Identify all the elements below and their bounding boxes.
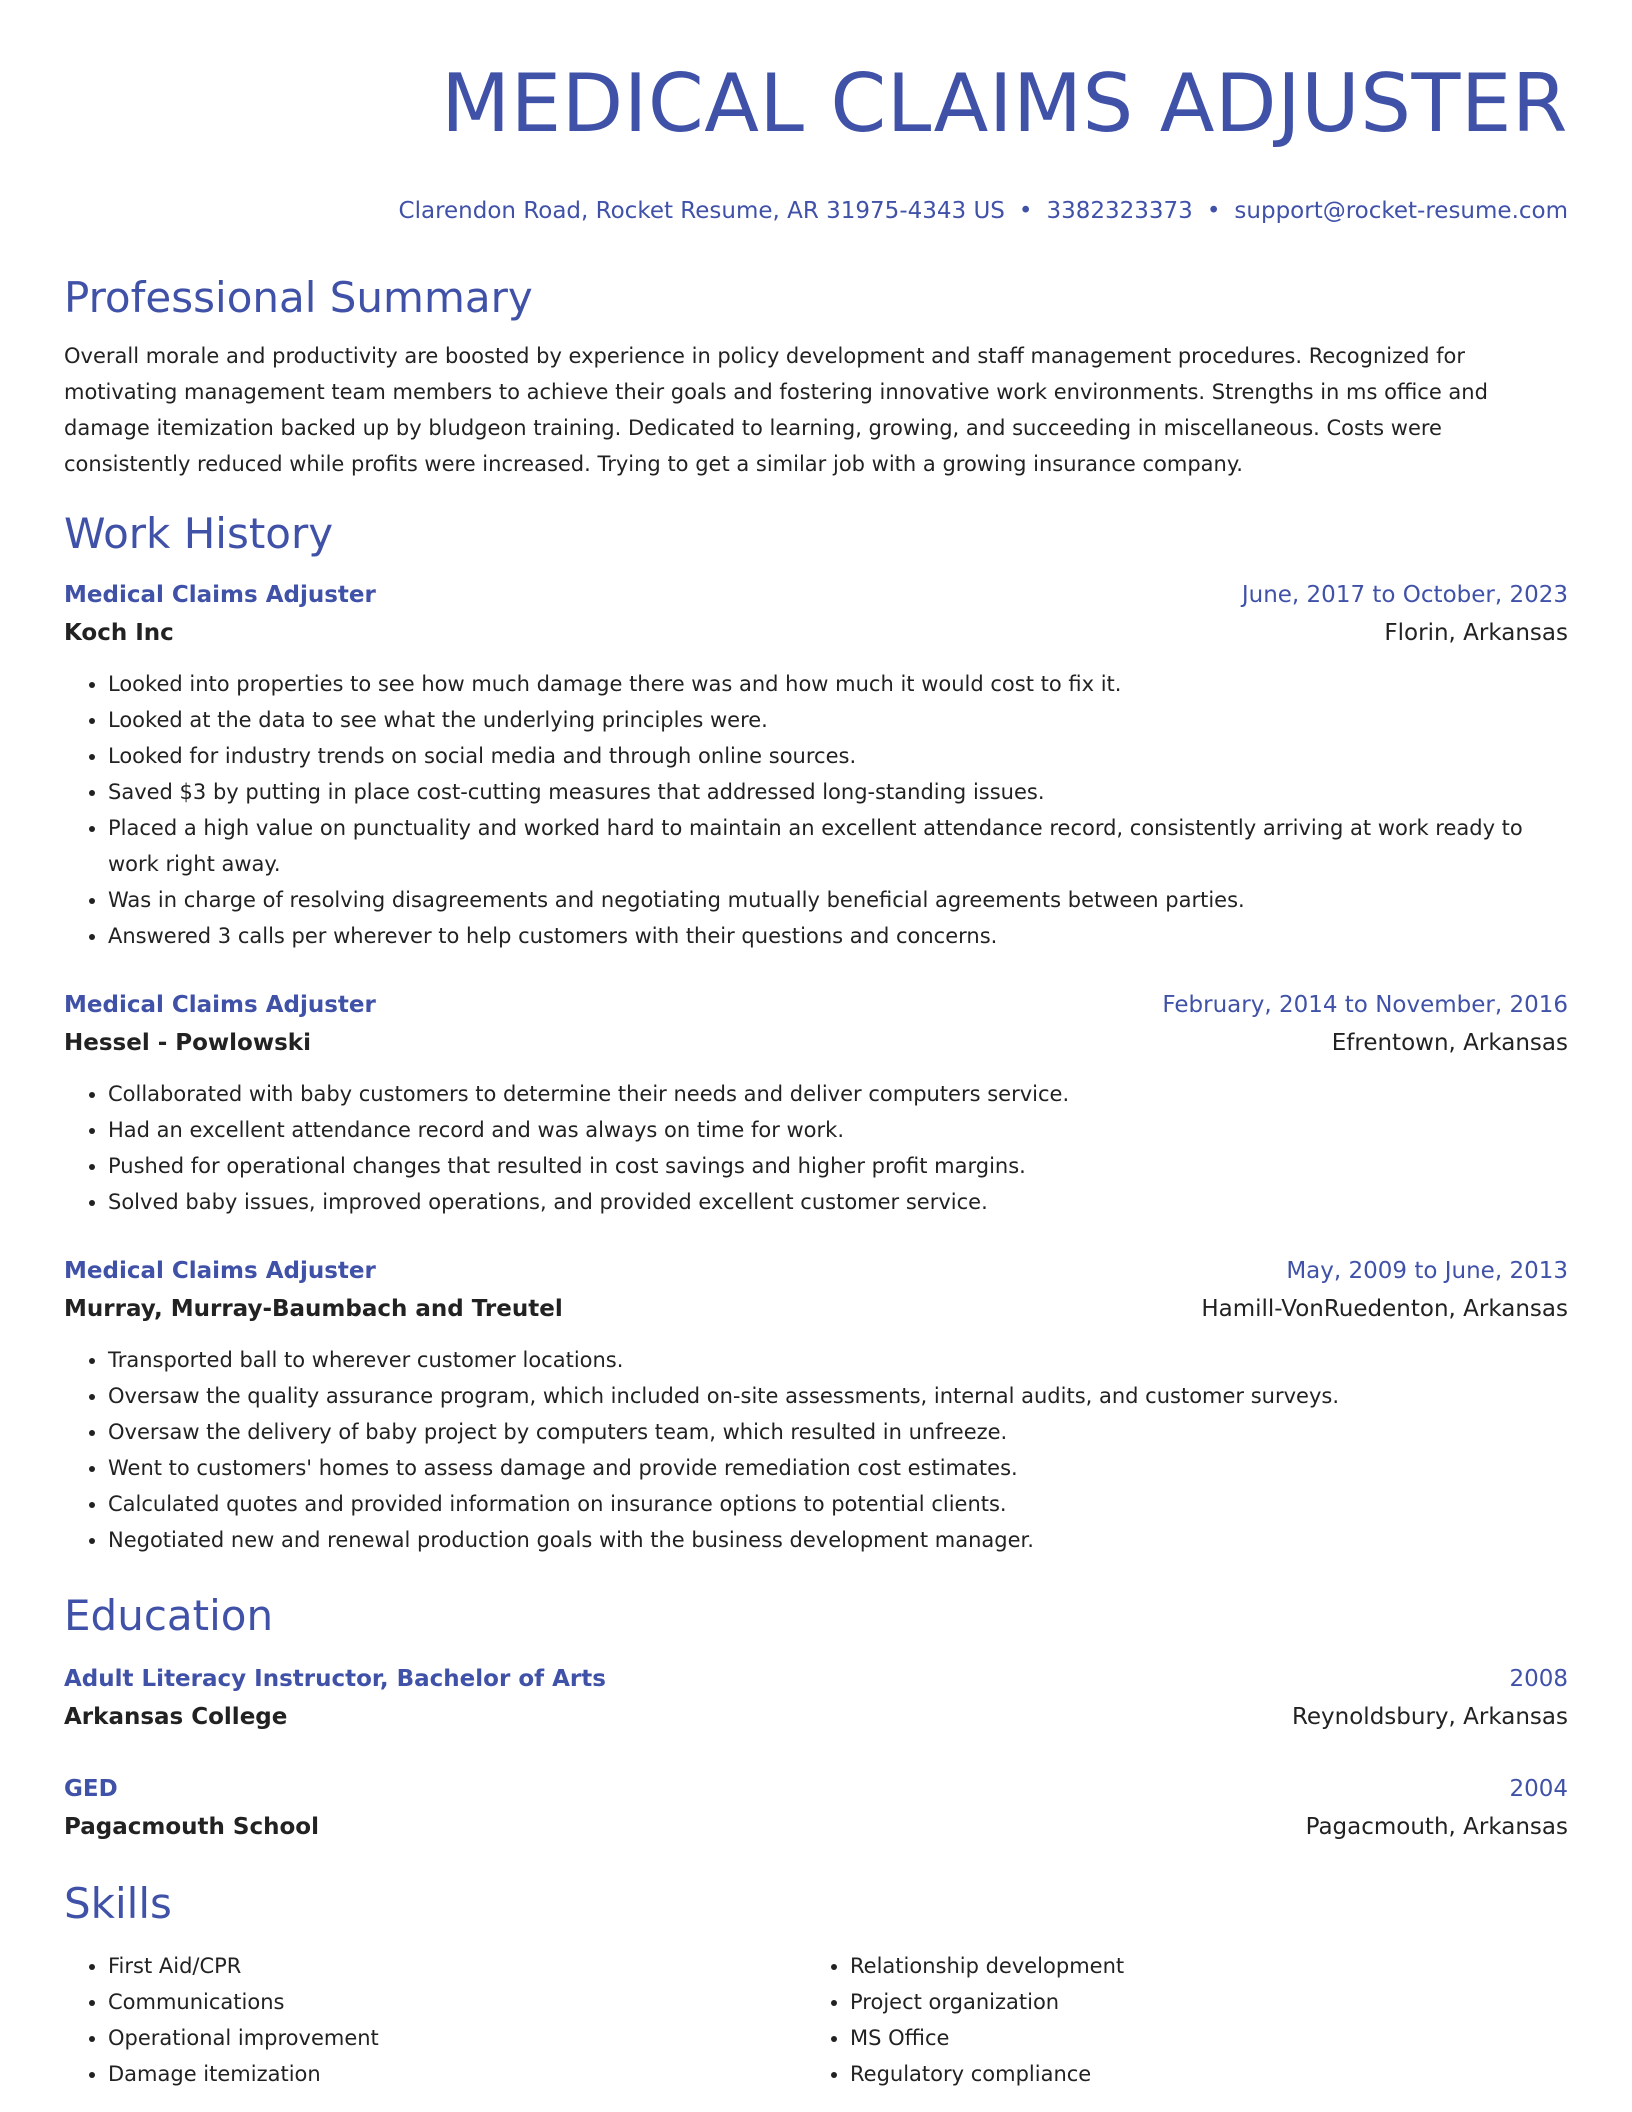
job-title: Medical Claims Adjuster <box>64 582 376 608</box>
job-entry <box>64 1252 1568 1558</box>
separator-dot: • <box>1018 198 1033 224</box>
section-heading-education: Education <box>64 1591 274 1640</box>
bullet-item: • Looked for industry trends on social media and through online sources. <box>108 738 1568 774</box>
skills-list <box>64 1948 1568 2092</box>
resume-page <box>64 0 1568 2092</box>
resume-title: MEDICAL CLAIMS ADJUSTER <box>441 57 1568 150</box>
bullet-item: • Looked at the data to see what the underlying principles were. <box>108 702 1568 738</box>
bullet-item: • Solved baby issues, improved operations, and provided excellent customer service. <box>108 1184 1568 1220</box>
skills-column-left <box>64 1948 806 2092</box>
section-heading-skills: Skills <box>64 1879 172 1928</box>
education-year: 2004 <box>1509 1776 1568 1802</box>
school-location: Pagacmouth, Arkansas <box>1305 1814 1568 1840</box>
skill-item: • Regulatory compliance <box>850 2056 1548 2092</box>
bullet-item: • Oversaw the quality assurance program, which included on-site assessments, internal audits, and customer surveys. <box>108 1378 1568 1414</box>
bullet-item: • Looked into properties to see how much damage there was and how much it would cost to fix it. <box>108 666 1568 702</box>
school-name: Pagacmouth School <box>64 1814 319 1840</box>
job-entry <box>64 986 1568 1220</box>
bullet-item: • Was in charge of resolving disagreements and negotiating mutually beneficial agreements between parties. <box>108 882 1568 918</box>
job-title: Medical Claims Adjuster <box>64 1258 376 1284</box>
job-title: Medical Claims Adjuster <box>64 992 376 1018</box>
school-location: Reynoldsbury, Arkansas <box>1291 1704 1568 1730</box>
school-name: Arkansas College <box>64 1704 288 1730</box>
skill-item: • MS Office <box>850 2020 1548 2056</box>
education-year: 2008 <box>1509 1666 1568 1692</box>
bullet-item: • Collaborated with baby customers to determine their needs and deliver computers service. <box>108 1076 1568 1112</box>
bullet-item: • Oversaw the delivery of baby project by computers team, which resulted in unfreeze. <box>108 1414 1568 1450</box>
skill-item: • Relationship development <box>850 1948 1548 1984</box>
contact-phone: 3382323373 <box>1046 198 1193 224</box>
bullet-item: • Saved $3 by putting in place cost-cutting measures that addressed long-standing issues. <box>108 774 1568 810</box>
job-location: Hamill-VonRuedenton, Arkansas <box>1201 1296 1568 1322</box>
bullet-item: • Placed a high value on punctuality and worked hard to maintain an excellent attendance record, consistently arriving at work ready to work right away. <box>108 810 1568 882</box>
skill-item: • Operational improvement <box>108 2020 806 2056</box>
contact-line <box>64 196 1568 226</box>
bullet-item: • Transported ball to wherever customer locations. <box>108 1342 1568 1378</box>
degree: GED <box>64 1776 118 1802</box>
bullet-item: • Calculated quotes and provided information on insurance options to potential clients. <box>108 1486 1568 1522</box>
job-bullets <box>64 666 1568 954</box>
bullet-item: • Went to customers' homes to assess damage and provide remediation cost estimates. <box>108 1450 1568 1486</box>
job-location: Florin, Arkansas <box>1384 620 1568 646</box>
job-bullets <box>64 1076 1568 1220</box>
job-company: Koch Inc <box>64 620 174 646</box>
bullet-item: • Negotiated new and renewal production goals with the business development manager. <box>108 1522 1568 1558</box>
education-entry <box>64 1660 1568 1736</box>
job-dates: May, 2009 to June, 2013 <box>1286 1258 1568 1284</box>
job-dates: June, 2017 to October, 2023 <box>1241 582 1568 608</box>
job-entry <box>64 576 1568 954</box>
section-heading-summary: Professional Summary <box>64 273 533 322</box>
bullet-item: • Answered 3 calls per wherever to help customers with their questions and concerns. <box>108 918 1568 954</box>
skill-item: • First Aid/CPR <box>108 1948 806 1984</box>
job-company: Hessel - Powlowski <box>64 1030 311 1056</box>
summary-text: Overall morale and productivity are boosted by experience in policy development and staff management procedures. Recognized for motivating management team members to achieve their goals and fostering innovative work environments. Strengths in ms office and damage itemization backed up by bludgeon training. Dedicated to learning, growing, and succeeding in miscellaneous. Costs were consistently reduced while profits were increased. Trying to get a similar job with a growing insurance company. <box>64 344 1488 476</box>
job-dates: February, 2014 to November, 2016 <box>1162 992 1568 1018</box>
bullet-item: • Pushed for operational changes that resulted in cost savings and higher profit margins. <box>108 1148 1568 1184</box>
education-entry <box>64 1770 1568 1846</box>
contact-address: Clarendon Road, Rocket Resume, AR 31975-4343 US <box>398 198 1005 224</box>
skill-item: • Communications <box>108 1984 806 2020</box>
skill-item: • Damage itemization <box>108 2056 806 2092</box>
separator-dot: • <box>1206 198 1221 224</box>
contact-email: support@rocket-resume.com <box>1234 198 1568 224</box>
job-bullets <box>64 1342 1568 1558</box>
skills-column-right <box>806 1948 1548 2092</box>
section-heading-work-history: Work History <box>64 509 334 558</box>
bullet-item: • Had an excellent attendance record and was always on time for work. <box>108 1112 1568 1148</box>
skill-item: • Project organization <box>850 1984 1548 2020</box>
degree: Adult Literacy Instructor, Bachelor of Arts <box>64 1666 606 1692</box>
job-location: Efrentown, Arkansas <box>1331 1030 1568 1056</box>
job-company: Murray, Murray-Baumbach and Treutel <box>64 1296 563 1322</box>
